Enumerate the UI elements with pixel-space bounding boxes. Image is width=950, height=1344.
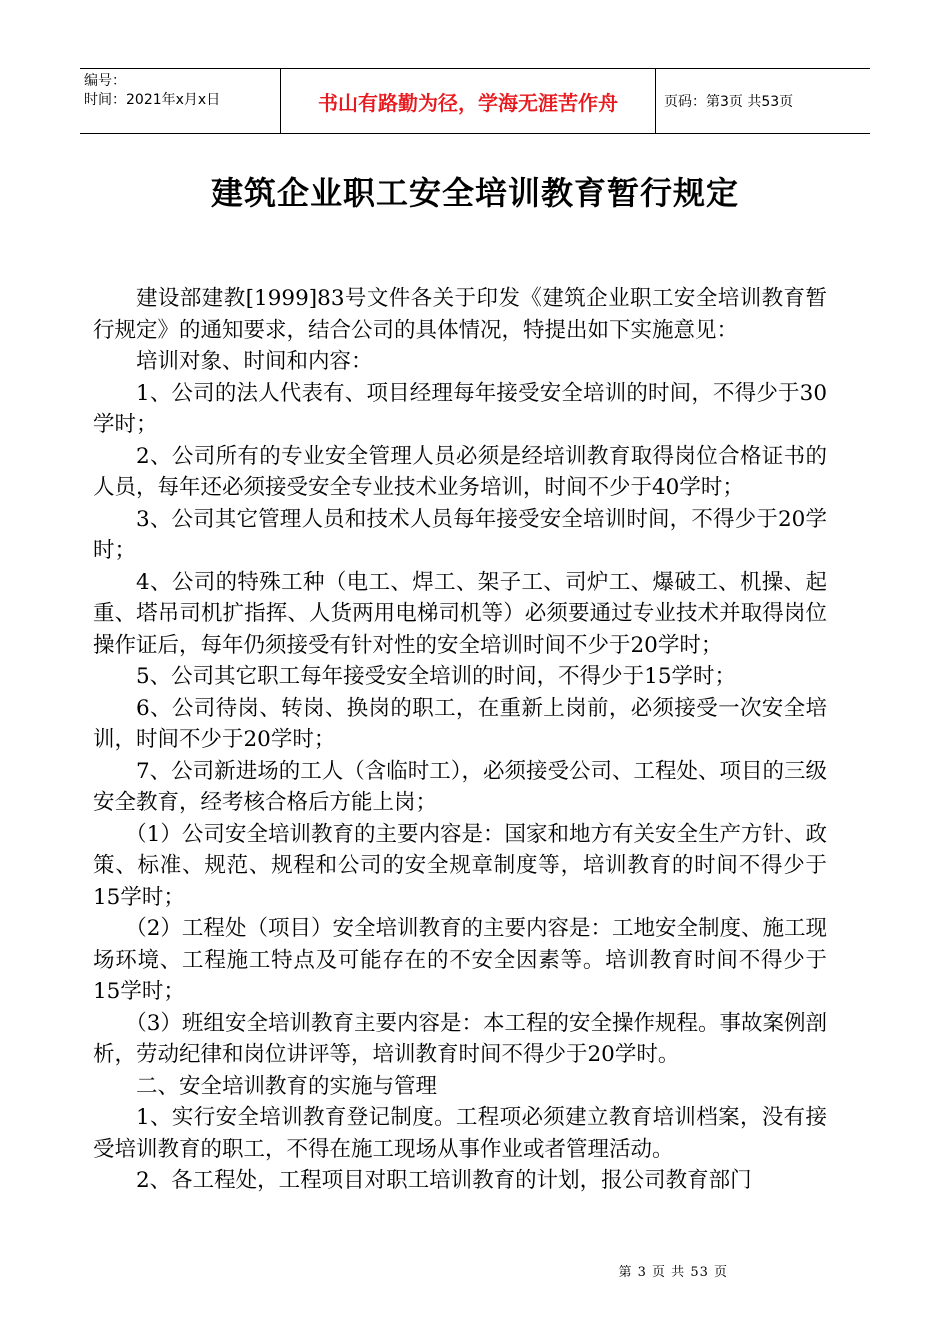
paragraph-sub-2: （2）工程处（项目）安全培训教育的主要内容是：工地安全制度、施工现场环境、工程施工特点及可能存在的不安全因素等。培训教育时间不得少于15学时； (93, 916, 827, 1004)
page-footer: 第 3 页 共 53 页 (618, 1265, 728, 1280)
paragraph-section-2-heading: 二、安全培训教育的实施与管理 (136, 1073, 438, 1099)
header-motto-cell (281, 69, 656, 133)
motto-text: 书山有路勤为径，学海无涯苦作舟 (318, 90, 618, 115)
header-meta-cell (80, 69, 281, 133)
header-table (80, 68, 870, 134)
paragraph-item-7: 7、公司新进场的工人（含临时工），必须接受公司、工程处、项目的三级安全教育，经考核合格后方能上岗； (93, 758, 827, 815)
header-page-cell (656, 69, 870, 133)
paragraph-section-2-item-1: 1、实行安全培训教育登记制度。工程项必须建立教育培训档案，没有接受培训教育的职工，不得在施工现场从事作业或者管理活动。 (93, 1105, 827, 1162)
code-label: 编号： (84, 73, 126, 89)
paragraph-item-1: 1、公司的法人代表有、项目经理每年接受安全培训的时间，不得少于30学时； (93, 380, 827, 437)
paragraph-section-1-heading: 培训对象、时间和内容： (136, 349, 373, 374)
paragraph-item-4: 4、公司的特殊工种（电工、焊工、架子工、司炉工、爆破工、机操、起重、塔吊司机扩指挥、人货两用电梯司机等）必须要通过专业技术并取得岗位操作证后，每年仍须接受有针对性的安全培训时间不少于20学时； (93, 569, 827, 658)
page-info: 页码：第3页 共53页 (664, 94, 794, 110)
paragraph-sub-1: （1）公司安全培训教育的主要内容是：国家和地方有关安全生产方针、政策、标准、规范、规程和公司的安全规章制度等，培训教育的时间不得少于15学时； (93, 821, 827, 910)
paragraph-item-5: 5、公司其它职工每年接受安全培训的时间，不得少于15学时； (136, 664, 737, 689)
paragraph-intro: 建设部建教[1999]83号文件各关于印发《建筑企业职工安全培训教育暂行规定》的通知要求，结合公司的具体情况，特提出如下实施意见： (93, 286, 827, 343)
paragraph-section-2-item-2: 2、各工程处，工程项目对职工培训教育的计划，报公司教育部门 (136, 1168, 752, 1193)
document-body (93, 283, 827, 1197)
time-label: 时间：2021年x月x日 (84, 92, 221, 108)
paragraph-item-3: 3、公司其它管理人员和技术人员每年接受安全培训时间，不得少于20学时； (93, 506, 827, 563)
paragraph-sub-3: （3）班组安全培训教育主要内容是：本工程的安全操作规程。事故案例剖析，劳动纪律和岗位讲评等，培训教育时间不得少于20学时。 (93, 1010, 827, 1067)
paragraph-item-2: 2、公司所有的专业安全管理人员必须是经培训教育取得岗位合格证书的人员，每年还必须接受安全专业技术业务培训，时间不少于40学时； (93, 443, 827, 500)
paragraph-item-6: 6、公司待岗、转岗、换岗的职工，在重新上岗前，必须接受一次安全培训，时间不少于20学时； (93, 695, 827, 752)
document-title: 建筑企业职工安全培训教育暂行规定 (210, 174, 739, 212)
